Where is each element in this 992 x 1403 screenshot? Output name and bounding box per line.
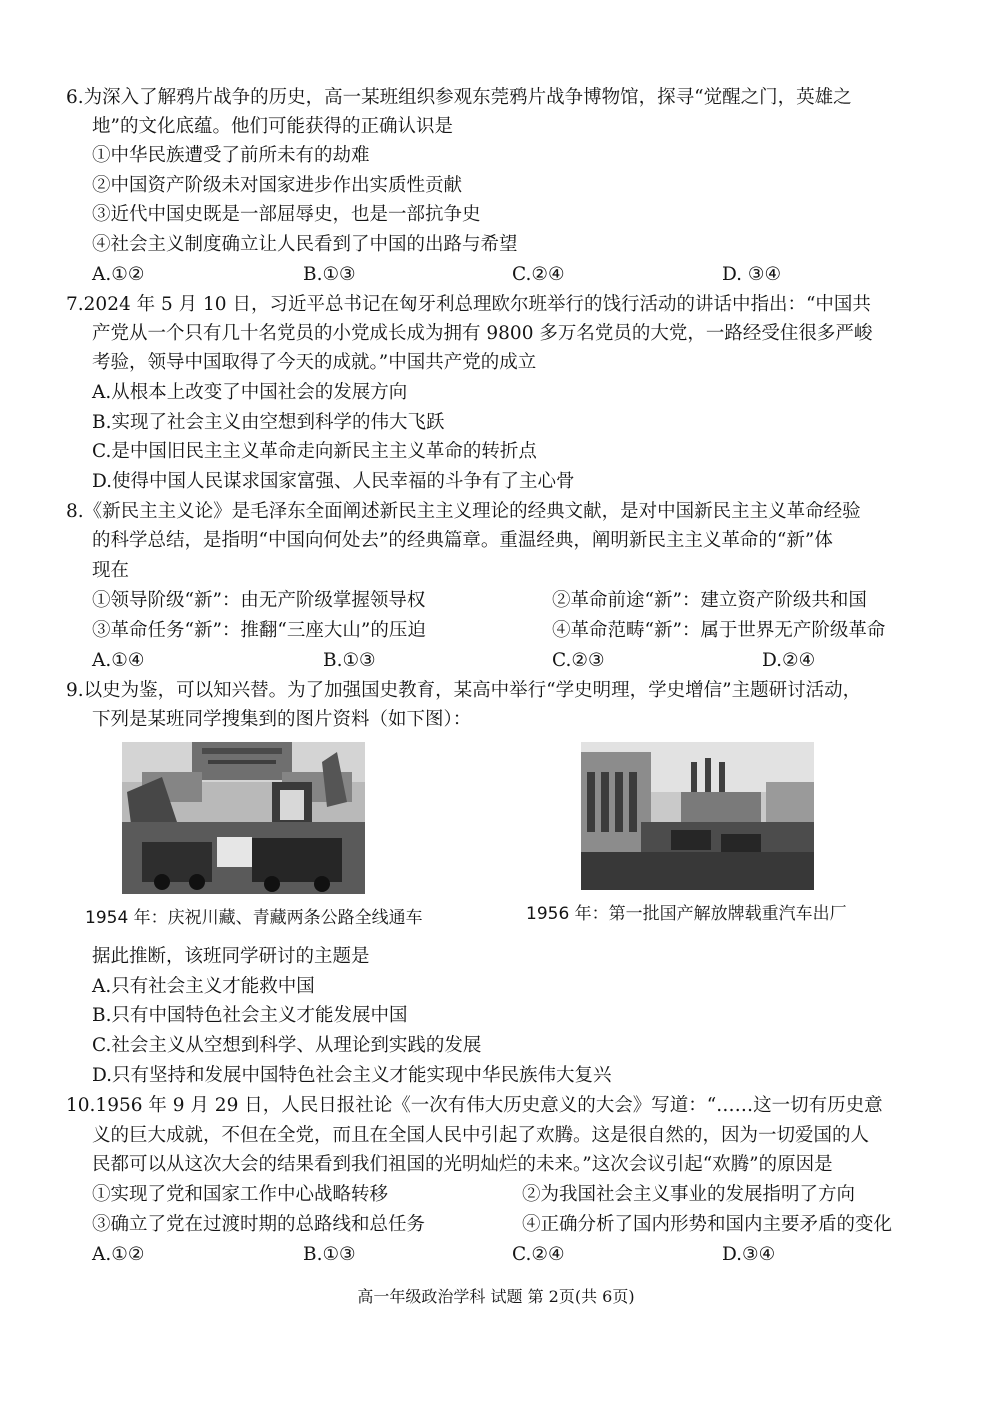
- q6-stem-line-1: 6.为深入了解鸦片战争的历史，高一某班组织参观东莞鸦片战争博物馆，探寻“觉醒之门，英雄之: [66, 87, 852, 108]
- q10-option-c: C.②④: [512, 1244, 565, 1265]
- q7-option-a: A.从根本上改变了中国社会的发展方向: [92, 382, 408, 403]
- photo-1956-caption: 1956 年：第一批国产解放牌载重汽车出厂: [526, 904, 847, 924]
- q9-option-d: D.只有坚持和发展中国特色社会主义才能实现中华民族伟大复兴: [92, 1065, 612, 1086]
- q10-stem-line-2: 义的巨大成就，不但在全党，而且在全国人民中引起了欢腾。这是很自然的，因为一切爱国的人: [92, 1125, 870, 1146]
- photo-1954-highway-celebration: [122, 742, 365, 894]
- q8-option-b: B.①③: [323, 650, 376, 671]
- q8-item-4: ④革命范畴“新”：属于世界无产阶级革命: [552, 620, 886, 641]
- q8-item-1: ①领导阶级“新”：由无产阶级掌握领导权: [92, 590, 426, 611]
- q8-option-c: C.②③: [552, 650, 605, 671]
- q8-item-3: ③革命任务“新”：推翻“三座大山”的压迫: [92, 620, 426, 641]
- q9-option-b: B.只有中国特色社会主义才能发展中国: [92, 1005, 408, 1026]
- photo-1954-caption: 1954 年：庆祝川藏、青藏两条公路全线通车: [85, 908, 423, 928]
- q6-stem-line-2: 地”的文化底蕴。他们可能获得的正确认识是: [92, 116, 453, 137]
- q6-option-d: D. ③④: [722, 264, 782, 285]
- q9-stem-line-1: 9.以史为鉴，可以知兴替。为了加强国史教育，某高中举行“学史明理，学史增信”主题研讨活动，: [66, 680, 862, 701]
- q9-question: 据此推断，该班同学研讨的主题是: [92, 946, 370, 967]
- q8-option-a: A.①④: [92, 650, 145, 671]
- q9-stem-line-2: 下列是某班同学搜集到的图片资料（如下图）：: [92, 709, 472, 730]
- q8-stem-line-1: 8.《新民主主义论》是毛泽东全面阐述新民主主义理论的经典文献，是对中国新民主主义革命经验: [66, 501, 861, 522]
- q10-item-2: ②为我国社会主义事业的发展指明了方向: [522, 1184, 856, 1205]
- photo-1954-image: [122, 742, 365, 894]
- photo-1956-truck-factory: [581, 742, 814, 890]
- q8-stem-line-3: 现在: [92, 560, 130, 581]
- q10-item-4: ④正确分析了国内形势和国内主要矛盾的变化: [522, 1214, 893, 1235]
- q10-option-a: A.①②: [92, 1244, 145, 1265]
- q9-option-a: A.只有社会主义才能救中国: [92, 976, 315, 997]
- q7-stem-line-2: 产党从一个只有几十名党员的小党成长成为拥有 9800 多万名党员的大党，一路经受住很多严峻: [92, 323, 873, 344]
- q7-option-c: C.是中国旧民主主义革命走向新民主主义革命的转折点: [92, 441, 537, 462]
- q10-item-3: ③确立了党在过渡时期的总路线和总任务: [92, 1214, 426, 1235]
- q6-item-3: ③近代中国史既是一部屈辱史，也是一部抗争史: [92, 204, 481, 225]
- photo-1956-image: [581, 742, 814, 890]
- q8-stem-line-2: 的科学总结，是指明“中国向何处去”的经典篇章。重温经典，阐明新民主主义革命的“新”体: [92, 530, 833, 551]
- q10-stem-line-3: 民都可以从这次大会的结果看到我们祖国的光明灿烂的未来。”这次会议引起“欢腾”的原因是: [92, 1154, 833, 1175]
- q6-item-1: ①中华民族遭受了前所未有的劫难: [92, 145, 370, 166]
- q10-stem-line-1: 10.1956 年 9 月 29 日，人民日报社论《一次有伟大历史意义的大会》写道：“……这一切有历史意: [66, 1095, 883, 1116]
- q10-option-b: B.①③: [303, 1244, 356, 1265]
- q7-stem-line-1: 7.2024 年 5 月 10 日，习近平总书记在匈牙利总理欧尔班举行的饯行活动的讲话中指出：“中国共: [66, 294, 871, 315]
- q6-item-4: ④社会主义制度确立让人民看到了中国的出路与希望: [92, 234, 518, 255]
- q6-option-b: B.①③: [303, 264, 356, 285]
- q8-item-2: ②革命前途“新”：建立资产阶级共和国: [552, 590, 867, 611]
- q7-stem-line-3: 考验，领导中国取得了今天的成就。”中国共产党的成立: [92, 352, 537, 373]
- q10-option-d: D.③④: [722, 1244, 776, 1265]
- q10-item-1: ①实现了党和国家工作中心战略转移: [92, 1184, 389, 1205]
- page-footer: 高一年级政治学科 试题 第 2页(共 6页): [357, 1287, 635, 1306]
- q7-option-b: B.实现了社会主义由空想到科学的伟大飞跃: [92, 412, 445, 433]
- q6-option-a: A.①②: [92, 264, 145, 285]
- q9-option-c: C.社会主义从空想到科学、从理论到实践的发展: [92, 1035, 482, 1056]
- q7-option-d: D.使得中国人民谋求国家富强、人民幸福的斗争有了主心骨: [92, 471, 575, 492]
- q8-option-d: D.②④: [762, 650, 816, 671]
- q6-option-c: C.②④: [512, 264, 565, 285]
- q6-item-2: ②中国资产阶级未对国家进步作出实质性贡献: [92, 175, 463, 196]
